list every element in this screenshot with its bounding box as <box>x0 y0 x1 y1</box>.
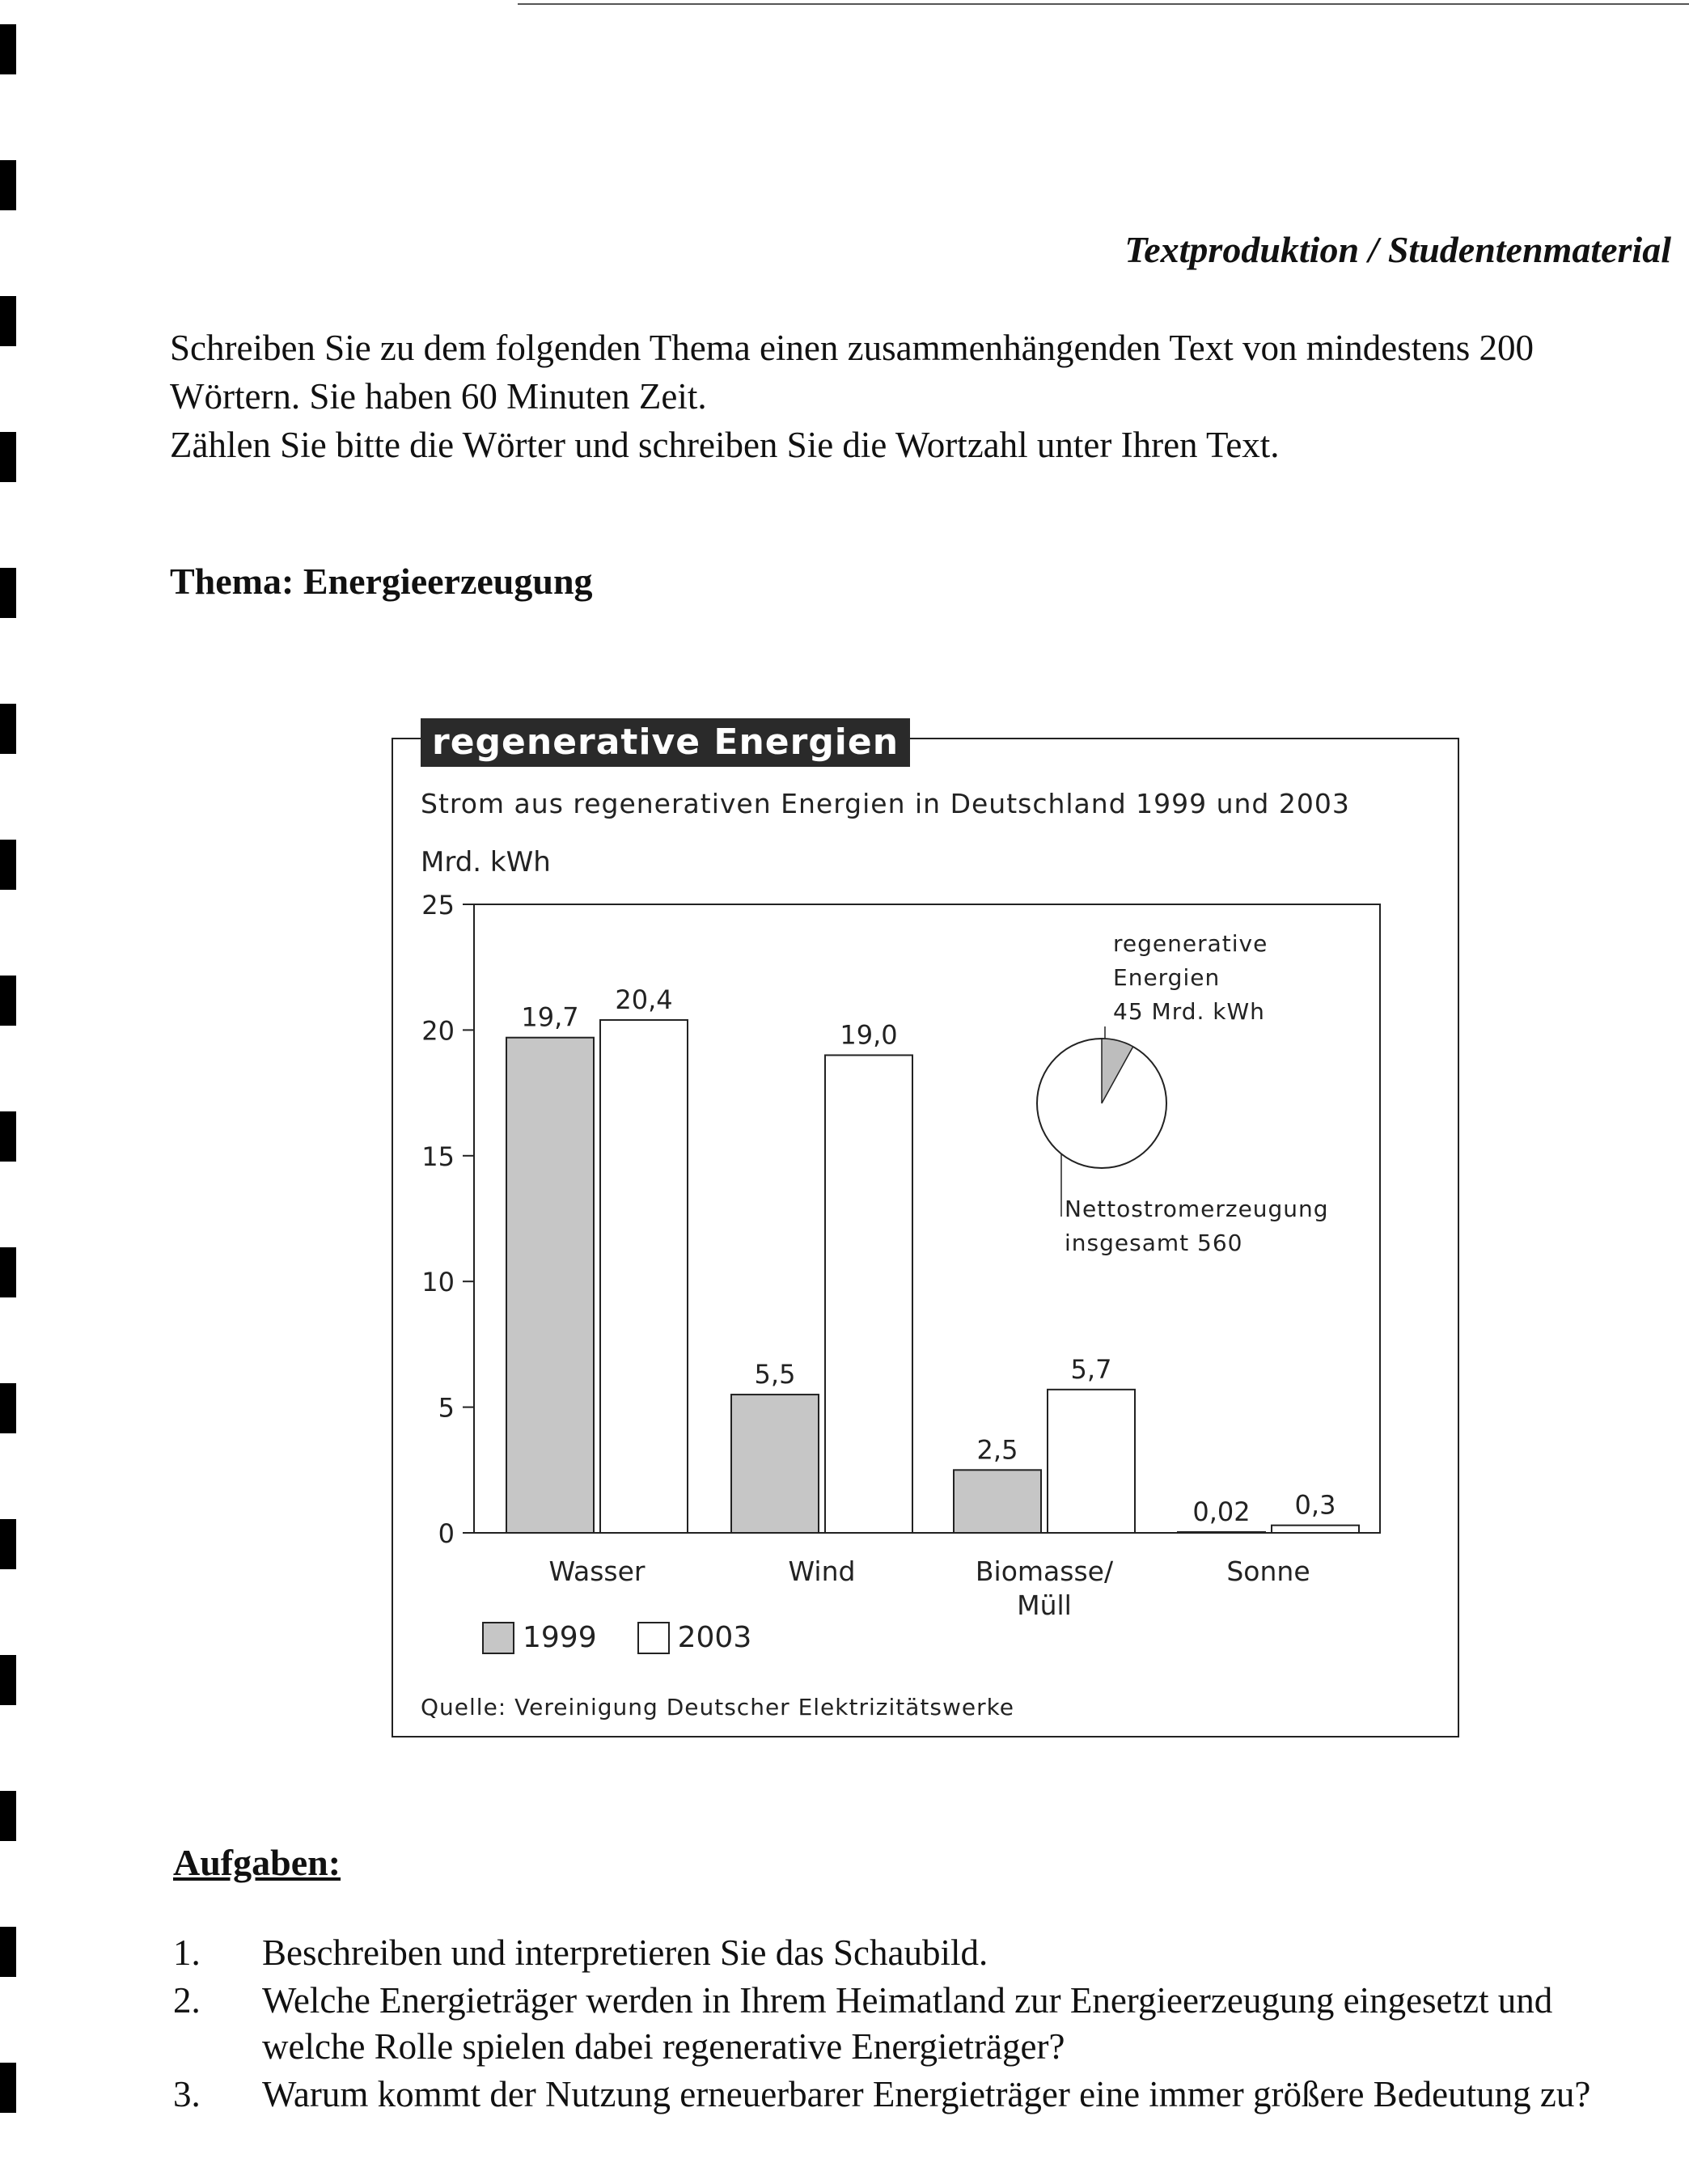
x-tick-label: Sonne <box>1226 1555 1310 1587</box>
instructions <box>170 324 1626 469</box>
bar-value-label: 19,7 <box>521 1001 579 1033</box>
task-text: Warum kommt der Nutzung erneuerbarer Energieträger eine immer größere Bedeutung zu? <box>262 2074 1591 2114</box>
legend-swatch-1999 <box>482 1622 514 1654</box>
bar-2003 <box>1048 1390 1135 1533</box>
bar-1999 <box>954 1470 1041 1533</box>
instruction-2: Zählen Sie bitte die Wörter und schreiben Sie die Wortzahl unter Ihren Text. <box>170 425 1280 465</box>
binding-mark <box>0 24 16 74</box>
pie-label-bottom: Nettostromerzeugung <box>1065 1196 1329 1222</box>
y-tick-label: 25 <box>421 890 455 921</box>
chart-title: Strom aus regenerativen Energien in Deutschland 1999 und 2003 <box>421 788 1350 819</box>
pie-label-top: regenerative <box>1113 930 1268 957</box>
instruction-1: Schreiben Sie zu dem folgenden Thema einen zusammenhängenden Text von mindestens 200 Wörtern. Sie haben 60 Minuten Zeit. <box>170 328 1534 417</box>
chart-source: Quelle: Vereinigung Deutscher Elektrizitätswerke <box>421 1694 1015 1721</box>
binding-mark <box>0 840 16 890</box>
binding-mark <box>0 568 16 618</box>
binding-mark <box>0 1927 16 1977</box>
binding-mark <box>0 1383 16 1433</box>
chart <box>392 722 1459 1737</box>
header-label: Textproduktion / Studentenmaterial <box>1124 229 1671 270</box>
legend-label-1999: 1999 <box>523 1621 597 1654</box>
x-tick-label: Müll <box>1017 1589 1072 1621</box>
y-tick-label: 10 <box>421 1267 455 1298</box>
y-tick-label: 0 <box>438 1518 455 1549</box>
bar-2003 <box>1272 1526 1359 1533</box>
bar-value-label: 20,4 <box>615 984 673 1015</box>
task-list <box>173 1930 1629 2119</box>
task-text: Beschreiben und interpretieren Sie das Schaubild. <box>262 1932 988 1973</box>
y-tick-label: 5 <box>438 1392 455 1424</box>
chart-plot <box>393 739 1458 1736</box>
bar-value-label: 5,5 <box>754 1359 796 1390</box>
binding-mark <box>0 2063 16 2113</box>
binding-mark <box>0 976 16 1026</box>
bar-value-label: 19,0 <box>840 1019 898 1051</box>
x-tick-label: Biomasse/ <box>975 1555 1114 1587</box>
bar-value-label: 2,5 <box>976 1434 1018 1466</box>
pie-label-top: Energien <box>1113 964 1221 991</box>
task-text: Welche Energieträger werden in Ihrem Heimatland zur Energieerzeugung eingesetzt und welche Rolle spielen dabei regenerative Energieträger? <box>262 1980 1553 2067</box>
task-number: 3. <box>173 2074 201 2114</box>
pie-label-top: 45 Mrd. kWh <box>1113 998 1265 1025</box>
task-number: 2. <box>173 1980 201 2021</box>
binding-mark <box>0 160 16 210</box>
bar-1999 <box>506 1038 594 1533</box>
top-rule <box>518 3 1689 5</box>
pie-label-bottom: insgesamt 560 <box>1065 1230 1243 1256</box>
bar-value-label: 5,7 <box>1070 1353 1112 1385</box>
binding-marks <box>0 0 32 2184</box>
legend-swatch-2003 <box>637 1622 670 1654</box>
bar-value-label: 0,3 <box>1294 1489 1336 1521</box>
y-tick-label: 15 <box>421 1141 455 1172</box>
task-item <box>173 2072 1629 2118</box>
legend-label-2003: 2003 <box>677 1621 752 1654</box>
binding-mark <box>0 704 16 754</box>
chart-tag: regenerative Energien <box>421 718 910 767</box>
binding-mark <box>0 1111 16 1162</box>
binding-mark <box>0 432 16 482</box>
x-tick-label: Wasser <box>548 1555 646 1587</box>
y-axis-label: Mrd. kWh <box>421 846 551 878</box>
binding-mark <box>0 1519 16 1569</box>
bar-1999 <box>1178 1532 1265 1533</box>
topic-title: Thema: Energieerzeugung <box>170 561 593 602</box>
tasks-heading: Aufgaben: <box>173 1842 341 1883</box>
bar-2003 <box>600 1020 688 1533</box>
x-tick-label: Wind <box>788 1555 856 1587</box>
bar-1999 <box>731 1395 819 1533</box>
binding-mark <box>0 1655 16 1705</box>
task-item <box>173 1930 1629 1976</box>
bar-2003 <box>825 1055 912 1533</box>
binding-mark <box>0 1791 16 1841</box>
binding-mark <box>0 1247 16 1297</box>
chart-legend <box>482 1621 751 1654</box>
bar-value-label: 0,02 <box>1192 1496 1251 1527</box>
task-number: 1. <box>173 1932 201 1973</box>
y-tick-label: 20 <box>421 1015 455 1047</box>
task-item <box>173 1978 1629 2070</box>
binding-mark <box>0 296 16 346</box>
